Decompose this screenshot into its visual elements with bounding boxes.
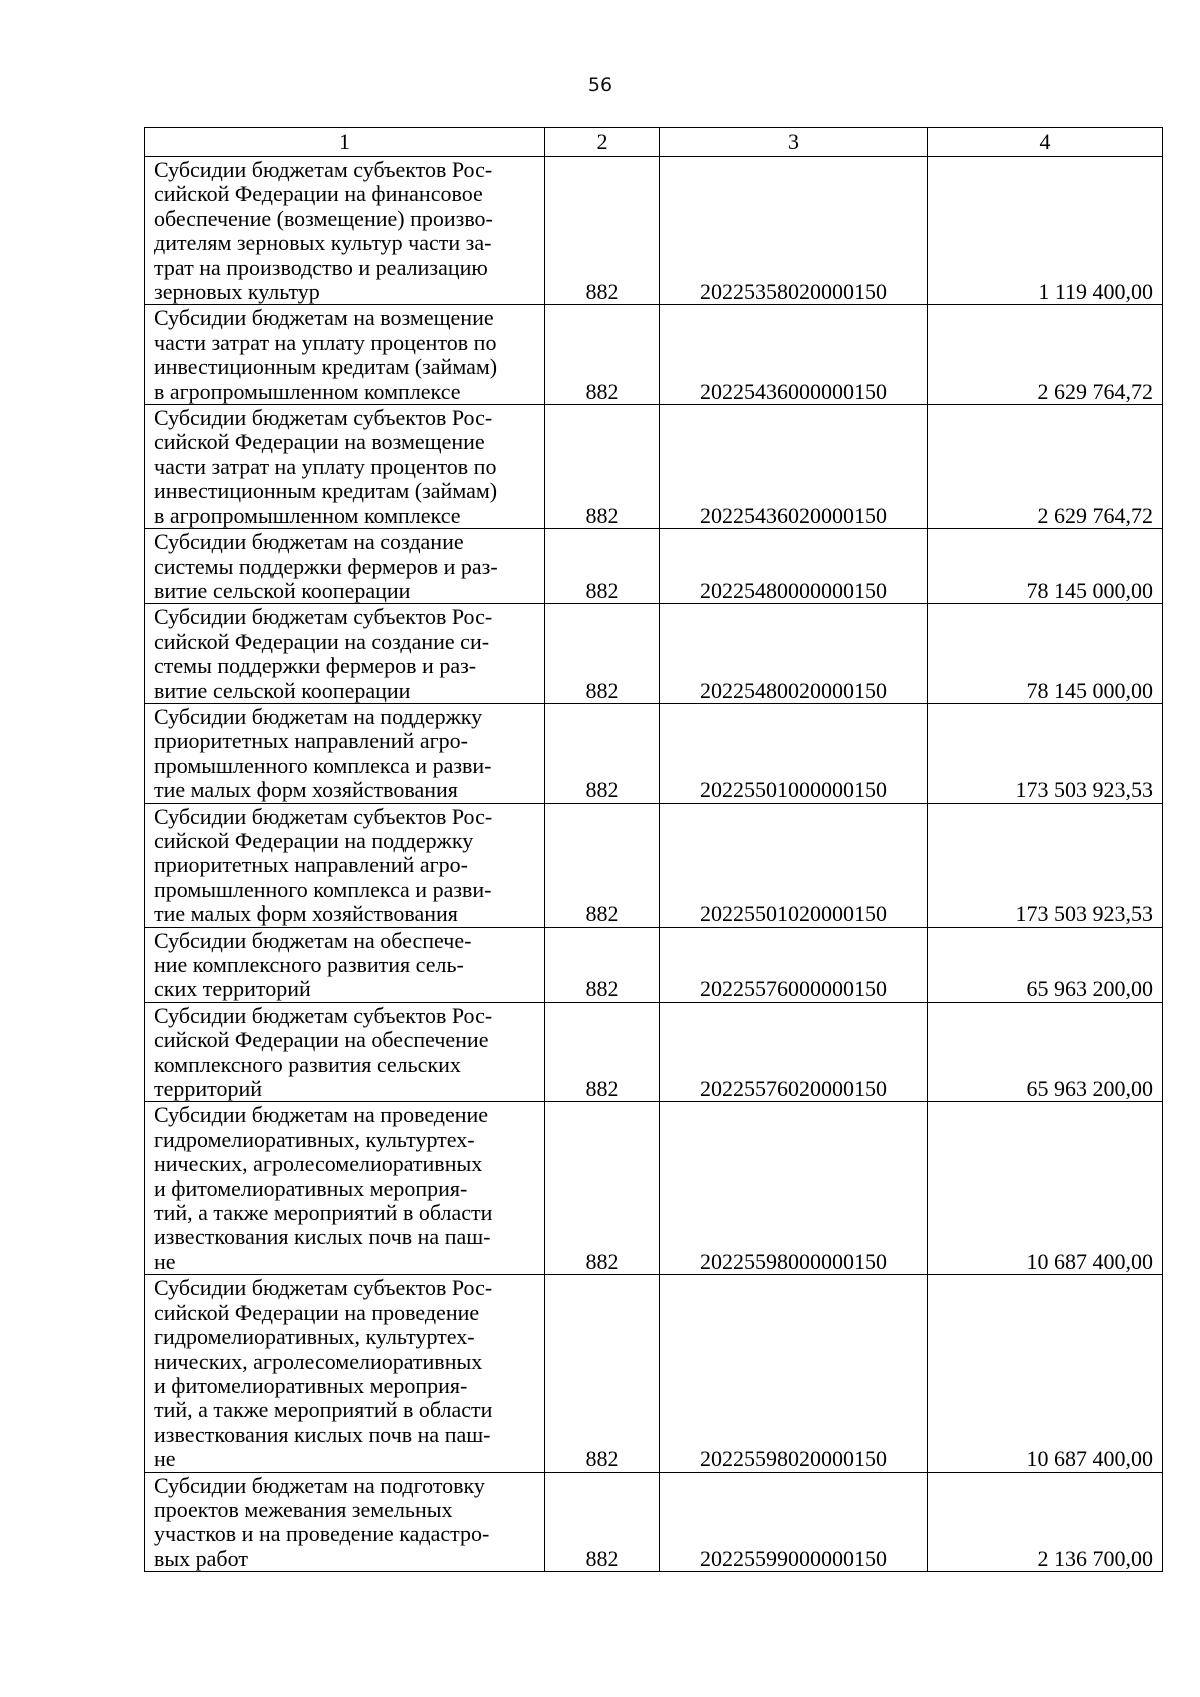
row-description: [145, 604, 545, 704]
table-row: [145, 529, 1163, 604]
description-line: нических, агролесомелиоративных: [154, 1348, 483, 1374]
table-row: [145, 1275, 1163, 1472]
description-line: в агропромышленном комплексе: [154, 378, 461, 404]
description-line: обеспечение (возмещение) произво-: [154, 205, 493, 231]
table-row: [145, 604, 1163, 704]
table-header: [145, 128, 1163, 157]
header-cell-3: 3: [660, 128, 928, 157]
description-line: сийской Федерации на создание си-: [154, 628, 490, 654]
row-admin-code: 882: [545, 1472, 660, 1572]
description-line: промышленного комплекса и разви-: [154, 752, 492, 778]
description-line: ние комплексного развития сель-: [154, 952, 464, 977]
row-admin-code: 882: [545, 703, 660, 803]
description-line: тий, а также мероприятий в области: [154, 1200, 493, 1226]
description-line: участков и на проведение кадастро-: [154, 1521, 490, 1547]
description-line: сийской Федерации на возмещение: [154, 429, 485, 455]
row-amount: 65 963 200,00: [928, 927, 1163, 1002]
row-budget-code: 20225436000000150: [660, 305, 928, 405]
description-line: и фитомелиоративных мероприя-: [154, 1372, 468, 1398]
description-line: нических, агролесомелиоративных: [154, 1151, 483, 1177]
description-line: в агропромышленном комплексе: [154, 502, 461, 528]
row-description: [145, 529, 545, 604]
description-line: Субсидии бюджетам на проведение: [154, 1102, 489, 1128]
description-line: гидромелиоративных, культуртех-: [154, 1126, 475, 1152]
description-line: витие сельской кооперации: [154, 577, 411, 603]
description-line: известкования кислых почв на паш-: [154, 1421, 491, 1447]
description-line: части затрат на уплату процентов по: [154, 453, 497, 479]
row-description: [145, 927, 545, 1002]
row-amount: 173 503 923,53: [928, 803, 1163, 927]
table-row: [145, 305, 1163, 405]
row-amount: 65 963 200,00: [928, 1002, 1163, 1102]
description-line: сийской Федерации на обеспечение: [154, 1027, 489, 1053]
table-row: [145, 1472, 1163, 1572]
description-line: Субсидии бюджетам субъектов Рос-: [154, 1002, 493, 1028]
description-line: Субсидии бюджетам субъектов Рос-: [154, 803, 493, 829]
row-budget-code: 20225436020000150: [660, 405, 928, 529]
description-line: тие малых форм хозяйствования: [154, 777, 458, 803]
row-budget-code: 20225501000000150: [660, 703, 928, 803]
row-admin-code: 882: [545, 1102, 660, 1275]
description-line: Субсидии бюджетам субъектов Рос-: [154, 157, 493, 182]
description-line: проектов межевания земельных: [154, 1496, 453, 1522]
row-amount: 10 687 400,00: [928, 1275, 1163, 1472]
description-line: Субсидии бюджетам субъектов Рос-: [154, 604, 493, 630]
row-budget-code: 20225576020000150: [660, 1002, 928, 1102]
page-number: 56: [587, 74, 613, 96]
table-body: [145, 157, 1163, 1572]
header-cell-1: 1: [145, 128, 545, 157]
table-row: [145, 703, 1163, 803]
table-row: [145, 927, 1163, 1002]
description-line: тий, а также мероприятий в области: [154, 1397, 493, 1423]
description-line: дителям зерновых культур части за-: [154, 230, 492, 256]
description-line: вых работ: [154, 1545, 248, 1571]
description-line: ских территорий: [154, 976, 311, 1002]
row-description: [145, 1002, 545, 1102]
row-description: [145, 1472, 545, 1572]
row-amount: 173 503 923,53: [928, 703, 1163, 803]
row-description: [145, 405, 545, 529]
description-line: Субсидии бюджетам на создание: [154, 529, 464, 555]
row-description: [145, 1102, 545, 1275]
description-line: сийской Федерации на финансовое: [154, 181, 483, 207]
row-admin-code: 882: [545, 803, 660, 927]
description-line: промышленного комплекса и разви-: [154, 876, 492, 902]
row-budget-code: 20225358020000150: [660, 157, 928, 305]
table-row: [145, 1102, 1163, 1275]
row-amount: 2 629 764,72: [928, 405, 1163, 529]
table-row: [145, 405, 1163, 529]
row-description: [145, 1275, 545, 1472]
row-description: [145, 703, 545, 803]
description-line: части затрат на уплату процентов по: [154, 329, 497, 355]
row-description: [145, 803, 545, 927]
row-budget-code: 20225501020000150: [660, 803, 928, 927]
row-admin-code: 882: [545, 604, 660, 704]
description-line: не: [154, 1248, 176, 1274]
row-admin-code: 882: [545, 529, 660, 604]
row-amount: 78 145 000,00: [928, 604, 1163, 704]
description-line: тие малых форм хозяйствования: [154, 901, 458, 927]
row-description: [145, 305, 545, 405]
row-budget-code: 20225599000000150: [660, 1472, 928, 1572]
description-line: витие сельской кооперации: [154, 677, 411, 703]
row-admin-code: 882: [545, 405, 660, 529]
table-row: [145, 157, 1163, 305]
row-amount: 2 136 700,00: [928, 1472, 1163, 1572]
description-line: гидромелиоративных, культуртех-: [154, 1324, 475, 1350]
row-amount: 1 119 400,00: [928, 157, 1163, 305]
row-admin-code: 882: [545, 305, 660, 405]
row-amount: 78 145 000,00: [928, 529, 1163, 604]
header-cell-2: 2: [545, 128, 660, 157]
description-line: Субсидии бюджетам субъектов Рос-: [154, 1275, 493, 1301]
description-line: инвестиционным кредитам (займам): [154, 478, 498, 504]
row-amount: 10 687 400,00: [928, 1102, 1163, 1275]
description-line: сийской Федерации на поддержку: [154, 827, 474, 853]
row-admin-code: 882: [545, 927, 660, 1002]
description-line: Субсидии бюджетам на подготовку: [154, 1472, 485, 1498]
description-line: системы поддержки фермеров и раз-: [154, 553, 498, 579]
description-line: стемы поддержки фермеров и раз-: [154, 653, 477, 679]
description-line: Субсидии бюджетам на поддержку: [154, 703, 483, 729]
header-cell-4: 4: [928, 128, 1163, 157]
row-budget-code: 20225598020000150: [660, 1275, 928, 1472]
header-row: [145, 128, 1163, 157]
row-description: [145, 157, 545, 305]
row-budget-code: 20225480020000150: [660, 604, 928, 704]
description-line: приоритетных направлений агро-: [154, 728, 468, 754]
description-line: приоритетных направлений агро-: [154, 852, 468, 878]
table-row: [145, 803, 1163, 927]
description-line: Субсидии бюджетам на возмещение: [154, 305, 494, 331]
description-line: трат на производство и реализацию: [154, 254, 488, 280]
row-amount: 2 629 764,72: [928, 305, 1163, 405]
row-budget-code: 20225576000000150: [660, 927, 928, 1002]
description-line: Субсидии бюджетам субъектов Рос-: [154, 405, 493, 431]
row-admin-code: 882: [545, 1275, 660, 1472]
description-line: сийской Федерации на проведение: [154, 1299, 480, 1325]
description-line: комплексного развития сельских: [154, 1051, 461, 1077]
row-admin-code: 882: [545, 1002, 660, 1102]
description-line: не: [154, 1446, 176, 1472]
description-line: территорий: [154, 1076, 263, 1102]
budget-table: [144, 127, 1163, 1572]
description-line: и фитомелиоративных мероприя-: [154, 1175, 468, 1201]
description-line: известкования кислых почв на паш-: [154, 1224, 491, 1250]
description-line: Субсидии бюджетам на обеспече-: [154, 927, 472, 953]
table-row: [145, 1002, 1163, 1102]
row-admin-code: 882: [545, 157, 660, 305]
description-line: зерновых культур: [154, 279, 320, 305]
description-line: инвестиционным кредитам (займам): [154, 354, 498, 380]
row-budget-code: 20225480000000150: [660, 529, 928, 604]
row-budget-code: 20225598000000150: [660, 1102, 928, 1275]
